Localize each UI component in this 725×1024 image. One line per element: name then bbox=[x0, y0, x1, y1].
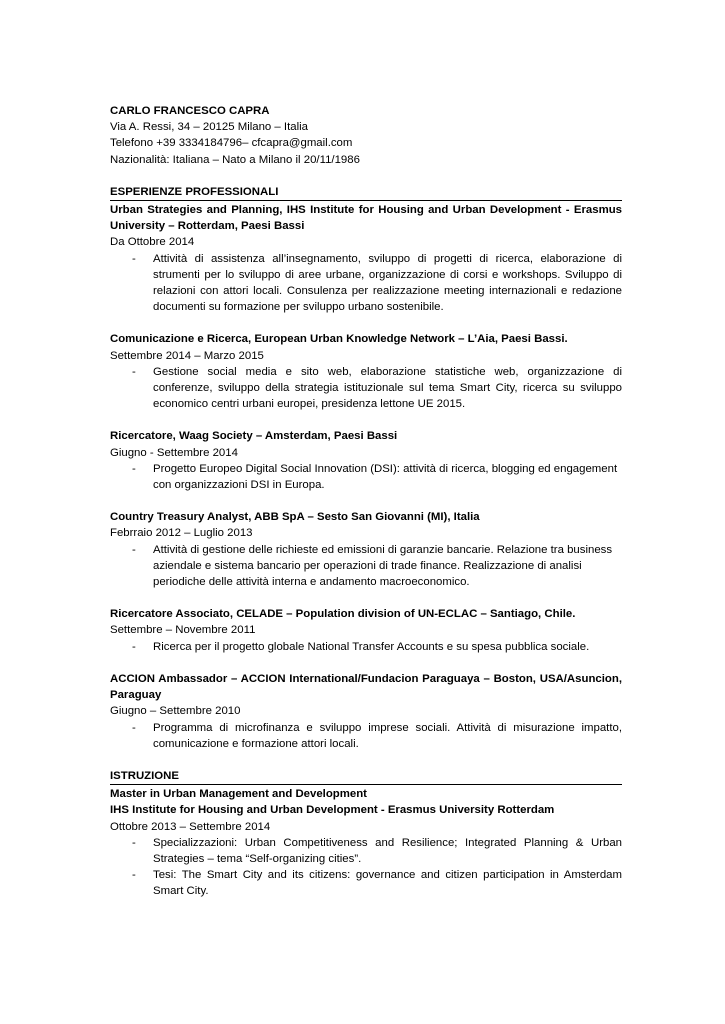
experience-entry bbox=[110, 606, 622, 655]
person-name: CARLO FRANCESCO CAPRA bbox=[110, 105, 270, 117]
bullet-item: - Tesi: The Smart City and its citizens: governance and citizen participation in Amsterdam Smart City. bbox=[110, 867, 622, 899]
experience-entry bbox=[110, 509, 622, 590]
nationality-line: Nazionalità: Italiana – Nato a Milano il 20/11/1986 bbox=[110, 153, 360, 166]
cv-header bbox=[110, 103, 622, 168]
bullet-item: - Specializzazioni: Urban Competitiveness and Resilience; Integrated Planning & Urban Strategies – tema “Self-organizing cities”. bbox=[110, 835, 622, 867]
experience-entry bbox=[110, 671, 622, 752]
experience-section bbox=[110, 184, 622, 752]
entry-title: Ricercatore, Waag Society – Amsterdam, Paesi Bassi bbox=[110, 430, 398, 443]
bullet-item: - Progetto Europeo Digital Social Innovation (DSI): attività di ricerca, blogging ed engagement con organizzazioni DSI in Europa. bbox=[110, 461, 622, 493]
entry-dates: Settembre – Novembre 2011 bbox=[110, 624, 256, 637]
education-bullets bbox=[110, 835, 622, 900]
entry-bullets bbox=[110, 542, 622, 591]
entry-dates: Febrraio 2012 – Luglio 2013 bbox=[110, 527, 253, 540]
entry-dates: Giugno – Settembre 2010 bbox=[110, 705, 241, 718]
bullet-item: - Ricerca per il progetto globale National Transfer Accounts e su spesa pubblica sociale. bbox=[110, 639, 622, 655]
bullet-item: - Gestione social media e sito web, elaborazione statistiche web, organizzazione di conferenze, sviluppo della strategia istituzionale sul tema Smart City, ricerca su sviluppo economico centri urbani europei, presidenza lettone UE 2015. bbox=[110, 364, 622, 413]
cv-content bbox=[110, 103, 622, 900]
entry-bullets bbox=[110, 639, 622, 655]
experience-section-title: ESPERIENZE PROFESSIONALI bbox=[110, 184, 622, 201]
bullet-item: - Attività di assistenza all’insegnamento, sviluppo di progetti di ricerca, elaborazione di strumenti per lo sviluppo di aree urbane, organizzazione di corsi e workshops. Sviluppo di relazioni con attori locali. Consulenza per realizzazione meeting internazionali e redazione documenti su formazione per sviluppo urbano sostenibile. bbox=[110, 251, 622, 316]
entry-dates: Da Ottobre 2014 bbox=[110, 236, 195, 249]
experience-entry bbox=[110, 331, 622, 412]
address-line: Via A. Ressi, 34 – 20125 Milano – Italia bbox=[110, 121, 308, 134]
education-section bbox=[110, 768, 622, 900]
education-section-title: ISTRUZIONE bbox=[110, 768, 622, 785]
education-dates: Ottobre 2013 – Settembre 2014 bbox=[110, 820, 271, 833]
entry-bullets bbox=[110, 461, 622, 493]
entry-title: Urban Strategies and Planning, IHS Institute for Housing and Urban Development - Erasmus University – Rotterdam, Paesi Bassi bbox=[110, 204, 622, 233]
entry-bullets bbox=[110, 251, 622, 316]
contact-line: Telefono +39 3334184796– cfcapra@gmail.com bbox=[110, 137, 353, 150]
entry-dates: Settembre 2014 – Marzo 2015 bbox=[110, 349, 264, 362]
experience-entry bbox=[110, 428, 622, 493]
entry-bullets bbox=[110, 720, 622, 752]
entry-title: Country Treasury Analyst, ABB SpA – Sesto San Giovanni (MI), Italia bbox=[110, 511, 480, 524]
entry-dates: Giugno - Settembre 2014 bbox=[110, 446, 238, 459]
institution-name: IHS Institute for Housing and Urban Development - Erasmus University Rotterdam bbox=[110, 804, 555, 817]
degree-title: Master in Urban Management and Development bbox=[110, 788, 367, 801]
bullet-item: - Attività di gestione delle richieste ed emissioni di garanzie bancarie. Relazione tra business aziendale e sistema bancario per operazioni di trade finance. Realizzazione di analisi periodiche delle attività interna e andamento macroeconomico. bbox=[110, 542, 622, 591]
entry-title: ACCION Ambassador – ACCION International/Fundacion Paraguaya – Boston, USA/Asuncion, Paraguay bbox=[110, 672, 622, 702]
experience-entry bbox=[110, 202, 622, 315]
entry-title: Ricercatore Associato, CELADE – Population division of UN-ECLAC – Santiago, Chile. bbox=[110, 608, 576, 621]
entry-bullets bbox=[110, 364, 622, 413]
bullet-item: - Programma di microfinanza e sviluppo imprese sociali. Attività di misurazione impatto, comunicazione e formazione attori locali. bbox=[110, 720, 622, 752]
entry-title: Comunicazione e Ricerca, European Urban Knowledge Network – L’Aia, Paesi Bassi. bbox=[110, 333, 568, 346]
